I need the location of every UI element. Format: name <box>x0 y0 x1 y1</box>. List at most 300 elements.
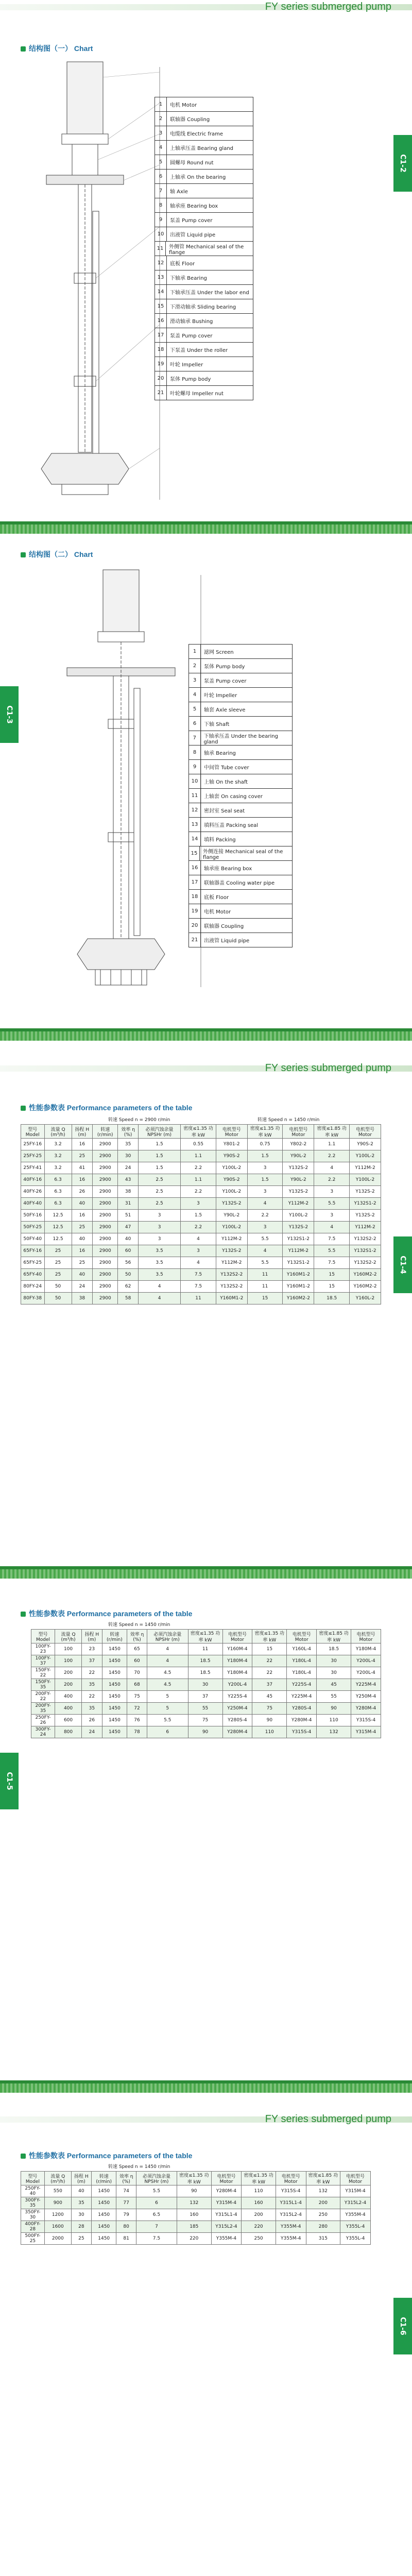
table-cell: 2900 <box>93 1186 118 1198</box>
table-cell: 3.2 <box>44 1162 72 1174</box>
table-row <box>21 1150 381 1162</box>
table-cell: 2.5 <box>138 1198 180 1210</box>
legend-part-name: 下轴承压盖 Under the bearing gland <box>203 733 278 745</box>
table-cell: 37 <box>188 1691 222 1703</box>
table-cell: 60 <box>127 1655 147 1667</box>
table-cell: 160 <box>242 2197 276 2209</box>
table-cell: Y180M-4 <box>222 1667 252 1679</box>
legend-row <box>155 386 253 400</box>
table-header-cell: 效率 η (%) <box>127 1630 147 1643</box>
table-cell: 90 <box>177 2185 211 2197</box>
table-row <box>21 1245 381 1257</box>
table-cell: Y355M-4 <box>276 2233 306 2245</box>
table-cell: 3 <box>247 1162 283 1174</box>
legend-part-name: 密封室 Seal seat <box>204 808 245 814</box>
speed-label: 转速 Speed n = 1450 r/min <box>258 1117 320 1123</box>
legend-part-name: 上轴 On the shaft <box>204 779 248 785</box>
table-cell: 22 <box>82 1667 102 1679</box>
table-cell: 50FY-16 <box>21 1210 45 1222</box>
table-cell: Y100L-2 <box>350 1150 381 1162</box>
legend-number: 15 <box>155 299 167 313</box>
table-header-cell: 电机型号 Motor <box>287 1630 317 1643</box>
table-header-cell: 流量 Q (m³/h) <box>44 1125 72 1139</box>
table-cell: 3.5 <box>138 1269 180 1281</box>
table-cell: Y315S-4 <box>287 1726 317 1738</box>
table-cell: 6.3 <box>44 1186 72 1198</box>
legend-number: 3 <box>155 126 167 140</box>
table-cell: 1.5 <box>138 1150 180 1162</box>
table-cell: 220 <box>242 2221 276 2233</box>
legend-number: 19 <box>189 904 201 918</box>
table-cell: 1450 <box>92 2209 116 2221</box>
table-cell: Y355M-4 <box>211 2233 242 2245</box>
table-cell: 12.5 <box>44 1210 72 1222</box>
table-cell: 7.5 <box>181 1281 216 1293</box>
table-cell: Y160M-4 <box>222 1643 252 1655</box>
table-cell: 37 <box>82 1655 102 1667</box>
bullet-icon <box>21 2154 26 2159</box>
table-cell: 18.5 <box>188 1655 222 1667</box>
legend-part-name: 下轴承 Bearing <box>170 276 207 281</box>
legend-part-name: 底板 Floor <box>170 261 195 267</box>
table-header-cell: 转速 (r/min) <box>92 2172 116 2185</box>
footer-stripe <box>0 2083 412 2093</box>
table-header-cell: 型号 Model <box>21 2172 45 2185</box>
table-cell: 37 <box>252 1679 287 1691</box>
table-cell: 3.2 <box>44 1150 72 1162</box>
legend-part-name: 电机 Motor <box>170 103 197 108</box>
table-cell: 72 <box>127 1703 147 1715</box>
table-cell: 74 <box>116 2185 136 2197</box>
legend-row <box>155 270 253 285</box>
table-cell: Y160M1-2 <box>283 1281 314 1293</box>
table-header-cell: 扬程 H (m) <box>71 2172 91 2185</box>
table-cell: 70 <box>127 1667 147 1679</box>
legend-number: 13 <box>189 818 201 832</box>
legend-part-name: 上轴套 On casing cover <box>204 794 263 800</box>
legend-row <box>189 904 292 919</box>
legend-part-name: 底板 Floor <box>204 895 229 901</box>
table-cell: 30 <box>317 1655 351 1667</box>
table-cell: 3 <box>181 1245 216 1257</box>
table-cell: 60 <box>118 1245 139 1257</box>
table-cell: 4 <box>138 1281 180 1293</box>
table-cell: 31 <box>118 1198 139 1210</box>
table-cell: 4 <box>147 1655 188 1667</box>
table-row <box>21 1293 381 1304</box>
table-cell: Y112M-2 <box>350 1162 381 1174</box>
table-cell: 55 <box>317 1691 351 1703</box>
side-tab <box>393 2298 412 2354</box>
table-cell: Y200L-4 <box>222 1679 252 1691</box>
legend-part-name: 填料 Packing <box>204 837 236 843</box>
table-cell: 18.5 <box>188 1667 222 1679</box>
table-cell: 26 <box>82 1715 102 1726</box>
legend-row <box>189 760 292 774</box>
table-cell: 400 <box>55 1703 82 1715</box>
table-cell: 22 <box>252 1667 287 1679</box>
table-cell: Y132S2-2 <box>350 1257 381 1269</box>
table-cell: Y160M2-2 <box>350 1269 381 1281</box>
table-cell: 25 <box>44 1269 72 1281</box>
legend-part-name: 泵盖 Pump cover <box>170 218 213 224</box>
table-cell: 1450 <box>102 1655 127 1667</box>
table-cell: 100 <box>55 1655 82 1667</box>
table-cell: 150FY-35 <box>31 1679 55 1691</box>
table-cell: 110 <box>317 1715 351 1726</box>
table-cell: 7.5 <box>136 2233 177 2245</box>
legend-row <box>155 357 253 371</box>
table-cell: 24 <box>82 1726 102 1738</box>
table-cell: 3 <box>138 1210 180 1222</box>
legend-row <box>189 745 292 760</box>
bullet-icon <box>21 1106 26 1111</box>
table-cell: 5.5 <box>136 2185 177 2197</box>
table-cell: 2900 <box>93 1257 118 1269</box>
table-header-cell: 转速 (r/min) <box>102 1630 127 1643</box>
section-text: 性能参数表 Performance parameters of the table <box>29 2151 193 2160</box>
table-cell: Y132S-2 <box>216 1245 247 1257</box>
table-header-cell: 电机型号 Motor <box>340 2172 371 2185</box>
legend-row <box>155 198 253 213</box>
legend-number: 3 <box>189 673 201 687</box>
table-cell: Y315L1-4 <box>276 2197 306 2209</box>
table-cell: 1.1 <box>314 1139 350 1150</box>
table-header-cell: 扬程 H (m) <box>72 1125 93 1139</box>
side-tab-label: C1-2 <box>398 154 407 173</box>
table-cell: 25FY-25 <box>21 1150 45 1162</box>
legend-number: 11 <box>155 242 166 256</box>
table-cell: 6.3 <box>44 1174 72 1186</box>
bullet-icon <box>21 1612 26 1617</box>
table-cell: 50FY-25 <box>21 1222 45 1233</box>
table-cell: 40FY-26 <box>21 1186 45 1198</box>
legend-part-name: 中间管 Tube cover <box>204 765 249 771</box>
table-cell: 132 <box>177 2197 211 2209</box>
table-cell: 25 <box>72 1150 93 1162</box>
table-cell: 50 <box>118 1269 139 1281</box>
table-cell: 1450 <box>102 1667 127 1679</box>
table-cell: 15 <box>252 1643 287 1655</box>
table-cell: 4 <box>247 1198 283 1210</box>
table-cell: 1.5 <box>138 1139 180 1150</box>
table-cell: 3.2 <box>44 1139 72 1150</box>
table-cell: 100 <box>55 1643 82 1655</box>
table-cell: Y250M-4 <box>351 1691 381 1703</box>
legend-row <box>155 170 253 184</box>
table-cell: Y160L-2 <box>350 1293 381 1304</box>
table-cell: 90 <box>317 1703 351 1715</box>
legend-row <box>189 818 292 832</box>
footer-stripe <box>0 524 412 534</box>
legend-row <box>189 875 292 890</box>
section-text: 性能参数表 Performance parameters of the table <box>29 1104 193 1112</box>
table-cell: 3.5 <box>138 1257 180 1269</box>
table-cell: 5 <box>147 1703 188 1715</box>
table-cell: Y100L-2 <box>216 1162 247 1174</box>
table-cell: 75 <box>127 1691 147 1703</box>
table-row <box>21 1198 381 1210</box>
legend-number: 13 <box>155 270 167 284</box>
table-cell: Y132S-2 <box>216 1198 247 1210</box>
table-row <box>21 1257 381 1269</box>
page-1 <box>0 0 412 533</box>
legend-row <box>155 112 253 126</box>
table-cell: 4.5 <box>147 1679 188 1691</box>
table-cell: 300FY-35 <box>21 2197 45 2209</box>
table-cell: 62 <box>118 1281 139 1293</box>
page-3 <box>0 1061 412 1592</box>
legend-number: 9 <box>189 760 201 774</box>
table-cell: Y112M-2 <box>350 1222 381 1233</box>
table-header-cell: 电机型号 Motor <box>283 1125 314 1139</box>
table-cell: 1600 <box>44 2221 71 2233</box>
table-cell: 200 <box>306 2197 340 2209</box>
footer-stripe <box>0 1569 412 1579</box>
table-cell: 76 <box>127 1715 147 1726</box>
table-cell: Y250M-4 <box>222 1703 252 1715</box>
table-cell: 3 <box>138 1222 180 1233</box>
legend-row <box>189 645 292 659</box>
table-cell: 2900 <box>93 1198 118 1210</box>
table-cell: Y160L-4 <box>287 1643 317 1655</box>
table-header-cell: 密度≤1.35 功率 kW <box>247 1125 283 1139</box>
table-header-cell: 型号 Model <box>31 1630 55 1643</box>
speed-label: 转速 Speed n = 1450 r/min <box>108 1622 170 1628</box>
table-cell: Y315M-4 <box>351 1726 381 1738</box>
legend-row <box>155 371 253 386</box>
page-title: FY series submerged pump <box>265 2113 391 2125</box>
table-cell: 40 <box>72 1269 93 1281</box>
table-row <box>21 1210 381 1222</box>
table-header-cell: 电机型号 Motor <box>222 1630 252 1643</box>
legend-part-name: 轴套 Axle sleeve <box>204 707 246 713</box>
table-cell: 25 <box>72 1222 93 1233</box>
table-cell: 250FY-26 <box>31 1715 55 1726</box>
table-cell: 16 <box>72 1139 93 1150</box>
table-header-cell: 密度≤1.85 功率 kW <box>306 2172 340 2185</box>
table-row <box>21 1162 381 1174</box>
table-cell: 250 <box>242 2233 276 2245</box>
table-header-cell: 电机型号 Motor <box>350 1125 381 1139</box>
table-cell: 220 <box>177 2233 211 2245</box>
table-cell: Y90L-2 <box>283 1150 314 1162</box>
table-cell: Y100L-2 <box>216 1222 247 1233</box>
legend-row <box>189 803 292 818</box>
legend-part-name: 下轴承压盖 Under the labor end <box>170 290 249 296</box>
table-cell: 51 <box>118 1210 139 1222</box>
table-cell: 7.5 <box>314 1257 350 1269</box>
table-cell: 2.2 <box>181 1222 216 1233</box>
table-cell: 2900 <box>93 1174 118 1186</box>
table-cell: Y132S2-2 <box>216 1281 247 1293</box>
table-cell: 1450 <box>102 1715 127 1726</box>
table-cell: 1200 <box>44 2209 71 2221</box>
table-cell: 47 <box>118 1222 139 1233</box>
table-cell: Y180L-4 <box>287 1655 317 1667</box>
table-row <box>31 1726 381 1738</box>
table-cell: 4 <box>138 1293 180 1304</box>
table-cell: 200FY-22 <box>31 1691 55 1703</box>
table-cell: 65FY-25 <box>21 1257 45 1269</box>
table-cell: 3 <box>314 1210 350 1222</box>
table-row <box>31 1643 381 1655</box>
legend-number: 12 <box>189 803 201 817</box>
table-cell: 350FY-30 <box>21 2209 45 2221</box>
page-title: FY series submerged pump <box>265 1062 391 1074</box>
table-cell: 2.2 <box>314 1150 350 1162</box>
legend-number: 14 <box>155 285 167 299</box>
legend-row <box>189 861 292 875</box>
legend-number: 1 <box>189 645 201 658</box>
side-tab <box>393 1236 412 1293</box>
table-cell: 79 <box>116 2209 136 2221</box>
table-cell: 100FY-23 <box>31 1643 55 1655</box>
table-cell: 11 <box>247 1281 283 1293</box>
side-tab-label: C1-5 <box>5 1772 13 1790</box>
table-cell: 4 <box>314 1162 350 1174</box>
legend-number: 18 <box>155 343 167 357</box>
table-cell: 30 <box>71 2209 91 2221</box>
table-cell: Y315L2-4 <box>211 2221 242 2233</box>
table-row <box>21 1222 381 1233</box>
table-cell: Y315L1-4 <box>211 2209 242 2221</box>
table-cell: Y315L2-4 <box>276 2209 306 2221</box>
table-cell: 16 <box>72 1245 93 1257</box>
table-cell: 65FY-16 <box>21 1245 45 1257</box>
table-cell: 1.5 <box>181 1210 216 1222</box>
table-cell: 1.5 <box>138 1162 180 1174</box>
table-header-cell: 必须汽蚀余量 NPSHr (m) <box>138 1125 180 1139</box>
table-header-cell: 效率 η (%) <box>116 2172 136 2185</box>
legend-number: 19 <box>155 357 167 371</box>
table-cell: Y280S-4 <box>222 1715 252 1726</box>
table-cell: 5.5 <box>147 1715 188 1726</box>
table-cell: Y315S-4 <box>351 1715 381 1726</box>
table-cell: 18.5 <box>317 1643 351 1655</box>
legend-part-name: 泵盖 Pump cover <box>204 679 247 684</box>
table-cell: 200 <box>55 1679 82 1691</box>
table-cell: Y132S1-2 <box>283 1257 314 1269</box>
table-cell: 68 <box>127 1679 147 1691</box>
table-cell: 7.5 <box>181 1269 216 1281</box>
table-cell: Y132S-2 <box>283 1162 314 1174</box>
table-cell: Y132S-2 <box>283 1222 314 1233</box>
table-cell: Y280S-4 <box>287 1703 317 1715</box>
table-cell: 2900 <box>93 1150 118 1162</box>
table-cell: 40 <box>72 1233 93 1245</box>
table-row <box>31 1715 381 1726</box>
table-cell: 12.5 <box>44 1233 72 1245</box>
table-cell: 40 <box>118 1233 139 1245</box>
section-label <box>21 2150 192 2161</box>
table-row <box>21 2185 371 2197</box>
legend-row <box>155 256 253 270</box>
table-cell: Y355M-4 <box>340 2209 371 2221</box>
legend-part-name: 联轴器 Coupling <box>204 924 244 929</box>
table-cell: 5.5 <box>247 1257 283 1269</box>
table-cell: 2900 <box>93 1293 118 1304</box>
legend-row <box>155 155 253 170</box>
table-row <box>31 1691 381 1703</box>
table-cell: 3 <box>138 1233 180 1245</box>
table-cell: 38 <box>72 1293 93 1304</box>
side-tab-label: C1-6 <box>398 2317 407 2335</box>
table-cell: 1450 <box>102 1679 127 1691</box>
table-cell: 22 <box>82 1691 102 1703</box>
table-cell: 2900 <box>93 1245 118 1257</box>
table-cell: 65FY-40 <box>21 1269 45 1281</box>
table-header-cell: 电机型号 Motor <box>211 2172 242 2185</box>
table-row <box>21 1233 381 1245</box>
legend-number: 8 <box>189 745 201 759</box>
table-cell: 28 <box>71 2221 91 2233</box>
table-cell: 1450 <box>92 2233 116 2245</box>
table-header-cell: 型号 Model <box>21 1125 45 1139</box>
table-cell: Y280M-4 <box>287 1715 317 1726</box>
table-cell: 2.5 <box>138 1174 180 1186</box>
legend-row <box>155 299 253 314</box>
legend-part-name: 叶轮螺母 Impeller nut <box>170 391 224 397</box>
table-cell: Y90S-2 <box>216 1150 247 1162</box>
legend-number: 4 <box>189 688 201 702</box>
table-cell: 315 <box>306 2233 340 2245</box>
table-header-cell: 必须汽蚀余量 NPSHr (m) <box>136 2172 177 2185</box>
legend-part-name: 圆螺母 Round nut <box>170 160 214 166</box>
table-row <box>21 1139 381 1150</box>
table-cell: 38 <box>118 1186 139 1198</box>
table-cell: 7.5 <box>314 1233 350 1245</box>
table-cell: 40FY-16 <box>21 1174 45 1186</box>
table-cell: 25FY-41 <box>21 1162 45 1174</box>
table-cell: 43 <box>118 1174 139 1186</box>
legend-number: 10 <box>189 774 201 788</box>
legend-number: 7 <box>155 184 167 198</box>
legend-row <box>189 774 292 789</box>
table-cell: 11 <box>181 1293 216 1304</box>
table-cell: 2900 <box>93 1139 118 1150</box>
legend-part-name: 上轴承 On the bearing <box>170 175 226 180</box>
legend-row <box>189 832 292 846</box>
table-cell: 50FY-40 <box>21 1233 45 1245</box>
table-cell: 30 <box>118 1150 139 1162</box>
table-cell: 200 <box>242 2209 276 2221</box>
table-cell: 0.55 <box>181 1139 216 1150</box>
table-cell: 200 <box>55 1667 82 1679</box>
table-cell: 81 <box>116 2233 136 2245</box>
table-row <box>31 1679 381 1691</box>
table-cell: 1450 <box>92 2221 116 2233</box>
table-row <box>21 2221 371 2233</box>
table-cell: 2000 <box>44 2233 71 2245</box>
section-label <box>21 1103 192 1113</box>
table-cell: 77 <box>116 2197 136 2209</box>
legend-number: 8 <box>155 198 167 212</box>
legend-part-name: 上轴承压盖 Bearing gland <box>170 146 234 151</box>
legend-number: 4 <box>155 141 167 155</box>
table-row <box>21 1174 381 1186</box>
table-header-cell: 密度≤1.35 功率 kW <box>242 2172 276 2185</box>
legend-row <box>155 314 253 328</box>
table-cell: 2.2 <box>247 1210 283 1222</box>
page-header <box>0 1061 412 1082</box>
legend-number: 20 <box>155 371 167 385</box>
legend-part-name: 外侧连接 Mechanical seal of the flange <box>203 849 283 860</box>
table-cell: 25FY-16 <box>21 1139 45 1150</box>
legend-number: 11 <box>189 789 201 803</box>
table-cell: Y225M-4 <box>287 1691 317 1703</box>
table-cell: Y132S-2 <box>283 1186 314 1198</box>
